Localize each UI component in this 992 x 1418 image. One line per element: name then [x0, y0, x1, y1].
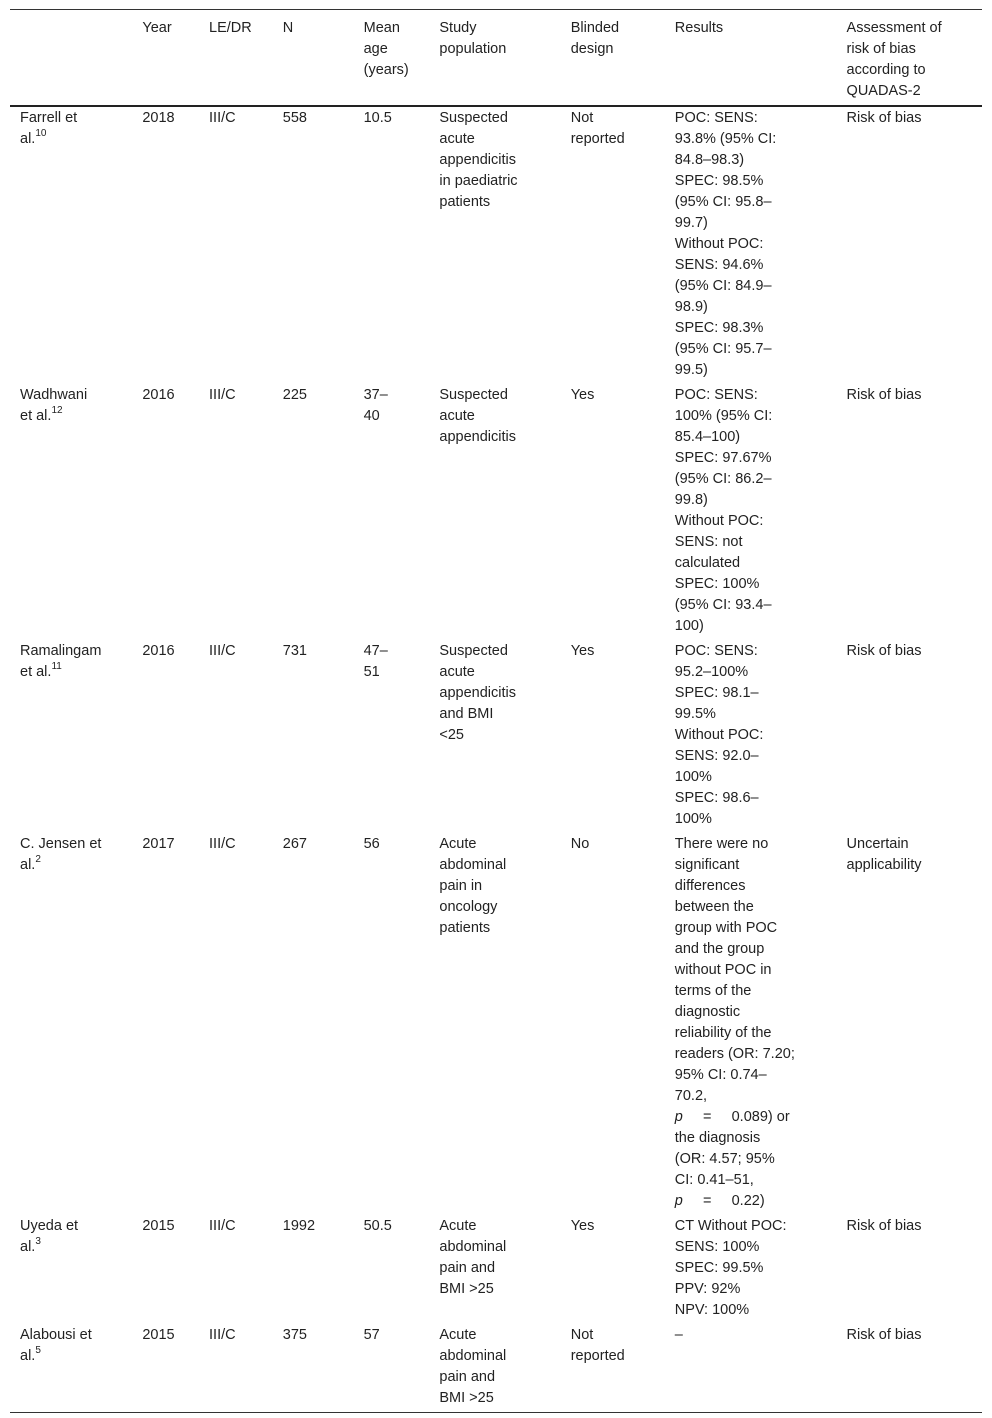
- cell-blinded-design: [571, 106, 675, 384]
- cell-results: [675, 1215, 847, 1324]
- text-line: Yes: [570, 643, 595, 659]
- table-row: [10, 640, 982, 833]
- cell-le-dr: III/C: [209, 836, 236, 852]
- cell-blinded-design: [571, 1324, 675, 1413]
- text-line: NPV: 100%: [674, 1302, 750, 1318]
- text-line: 57: [363, 1327, 380, 1343]
- text-line: pain and: [439, 1260, 496, 1276]
- text-line: POC: SENS:: [674, 387, 758, 403]
- cell-risk-of-bias: [847, 1324, 982, 1413]
- study-author-text: Farrell et: [20, 110, 78, 126]
- text-line: 37–: [363, 387, 388, 403]
- study-author-text: Uyeda et: [20, 1218, 79, 1234]
- text-line: appendicitis: [439, 429, 516, 445]
- table-header-row: [10, 10, 982, 107]
- text-line: <25: [439, 727, 464, 743]
- cell-n: 1992: [282, 1218, 316, 1234]
- cell-study-population: [439, 384, 570, 640]
- cell-year: 2015: [142, 1218, 175, 1234]
- text-line: [20, 1346, 138, 1367]
- text-line: SPEC: 99.5%: [674, 1260, 764, 1276]
- study-author-text: Wadhwani: [20, 387, 88, 403]
- text-line: No: [570, 836, 590, 852]
- text-line: –: [674, 1327, 683, 1343]
- text-line: [20, 641, 138, 662]
- text-line: Yes: [570, 1218, 595, 1234]
- text-line: p = 0.22): [674, 1193, 765, 1209]
- cell-year: 2016: [142, 643, 175, 659]
- text-line: Not: [570, 110, 594, 126]
- text-line: reported: [570, 1348, 625, 1364]
- cell-study-population: [439, 640, 570, 833]
- header-n: N: [282, 20, 294, 36]
- cell-study-population: [439, 106, 570, 384]
- cell-risk-of-bias: [847, 833, 982, 1215]
- text-line: [20, 1325, 138, 1346]
- study-author-text: C. Jensen et: [20, 836, 102, 852]
- text-line: Acute: [439, 836, 477, 852]
- reference-superscript: 12: [51, 405, 63, 417]
- text-line: Acute: [439, 1218, 477, 1234]
- text-line: readers (OR: 7.20;: [674, 1046, 795, 1062]
- text-line: [20, 1237, 138, 1258]
- text-line: in paediatric: [439, 173, 518, 189]
- text-line: [20, 834, 138, 855]
- text-line: applicability: [846, 857, 922, 873]
- cell-n: 225: [282, 387, 307, 403]
- text-line: [20, 406, 138, 427]
- text-line: SENS: 100%: [674, 1239, 760, 1255]
- cell-le-dr: III/C: [209, 387, 236, 403]
- cell-le-dr: III/C: [209, 110, 236, 126]
- text-line: Without POC:: [674, 727, 764, 743]
- text-line: Mean: [363, 20, 400, 36]
- text-line: Acute: [439, 1327, 477, 1343]
- text-line: Uncertain: [846, 836, 909, 852]
- text-line: SPEC: 100%: [674, 576, 760, 592]
- text-line: appendicitis: [439, 152, 516, 168]
- text-line: 70.2,: [674, 1088, 708, 1104]
- cell-blinded-design: [571, 640, 675, 833]
- text-line: SENS: not: [674, 534, 743, 550]
- table-row: [10, 833, 982, 1215]
- cell-n: 558: [282, 110, 307, 126]
- text-line: the diagnosis: [674, 1130, 761, 1146]
- cell-results: [675, 640, 847, 833]
- text-line: Assessment of: [846, 20, 942, 36]
- text-line: Suspected: [439, 110, 508, 126]
- cell-mean-age: [364, 1324, 440, 1413]
- text-line: [20, 662, 138, 683]
- header-results: Results: [674, 20, 724, 36]
- reference-superscript: 3: [35, 1236, 41, 1248]
- cell-le-dr: III/C: [209, 1218, 236, 1234]
- text-line: group with POC: [674, 920, 778, 936]
- text-line: SPEC: 98.1–: [674, 685, 759, 701]
- text-line: [20, 108, 138, 129]
- text-line: 56: [363, 836, 380, 852]
- text-line: Suspected: [439, 387, 508, 403]
- text-line: 95% CI: 0.74–: [674, 1067, 767, 1083]
- text-line: 93.8% (95% CI:: [674, 131, 777, 147]
- text-line: acute: [439, 408, 475, 424]
- text-line: design: [570, 41, 614, 57]
- cell-n: 375: [282, 1327, 307, 1343]
- cell-n: 731: [282, 643, 307, 659]
- header-le-dr: LE/DR: [209, 20, 252, 36]
- text-line: appendicitis: [439, 685, 516, 701]
- text-line: abdominal: [439, 1239, 507, 1255]
- study-author-text: al.: [20, 1348, 36, 1364]
- text-line: (95% CI: 93.4–: [674, 597, 772, 613]
- text-line: (years): [363, 62, 409, 78]
- header-risk-of-bias: [847, 10, 982, 107]
- text-line: QUADAS-2: [846, 83, 921, 99]
- text-line: SENS: 94.6%: [674, 257, 764, 273]
- cell-study-population: [439, 1215, 570, 1324]
- text-line: There were no: [674, 836, 769, 852]
- header-study: [10, 10, 142, 107]
- cell-study: [10, 833, 142, 1215]
- text-line: Risk of bias: [846, 387, 922, 403]
- text-line: risk of bias: [846, 41, 916, 57]
- text-line: differences: [674, 878, 746, 894]
- text-line: 10.5: [363, 110, 392, 126]
- cell-study: [10, 640, 142, 833]
- text-line: abdominal: [439, 857, 507, 873]
- text-line: 51: [363, 664, 380, 680]
- text-line: pain in: [439, 878, 483, 894]
- text-line: significant: [674, 857, 740, 873]
- text-line: (95% CI: 86.2–: [674, 471, 772, 487]
- text-line: SPEC: 98.6–: [674, 790, 759, 806]
- cell-study-population: [439, 1324, 570, 1413]
- text-line: SPEC: 98.5%: [674, 173, 764, 189]
- header-year: Year: [142, 20, 172, 36]
- study-author-text: Ramalingam: [20, 643, 102, 659]
- table-row: [10, 384, 982, 640]
- text-line: POC: SENS:: [674, 643, 758, 659]
- text-line: reported: [570, 131, 625, 147]
- cell-risk-of-bias: [847, 640, 982, 833]
- text-line: SPEC: 98.3%: [674, 320, 764, 336]
- text-line: 47–: [363, 643, 388, 659]
- cell-n: 267: [282, 836, 307, 852]
- cell-year: 2015: [142, 1327, 175, 1343]
- cell-le-dr: III/C: [209, 643, 236, 659]
- cell-blinded-design: [571, 1215, 675, 1324]
- text-line: Blinded: [570, 20, 620, 36]
- cell-blinded-design: [571, 833, 675, 1215]
- reference-superscript: 5: [35, 1345, 41, 1357]
- text-line: SENS: 92.0–: [674, 748, 759, 764]
- text-line: 85.4–100): [674, 429, 741, 445]
- study-author-text: Alabousi et: [20, 1327, 92, 1343]
- cell-year: 2016: [142, 387, 175, 403]
- cell-study: [10, 384, 142, 640]
- text-line: abdominal: [439, 1348, 507, 1364]
- cell-mean-age: [364, 640, 440, 833]
- cell-results: [675, 106, 847, 384]
- text-line: 98.9): [674, 299, 708, 315]
- text-line: POC: SENS:: [674, 110, 758, 126]
- cell-study-population: [439, 833, 570, 1215]
- cell-results: [675, 384, 847, 640]
- reference-superscript: 10: [35, 128, 47, 140]
- text-line: reliability of the: [674, 1025, 772, 1041]
- cell-study: [10, 106, 142, 384]
- cell-mean-age: [364, 833, 440, 1215]
- text-line: oncology: [439, 899, 498, 915]
- text-line: without POC in: [674, 962, 772, 978]
- text-line: 100): [674, 618, 704, 634]
- cell-risk-of-bias: [847, 384, 982, 640]
- cell-year: 2018: [142, 110, 175, 126]
- text-line: 99.8): [674, 492, 708, 508]
- text-line: 84.8–98.3): [674, 152, 745, 168]
- text-line: Not: [570, 1327, 594, 1343]
- cell-risk-of-bias: [847, 1215, 982, 1324]
- cell-risk-of-bias: [847, 106, 982, 384]
- text-line: [20, 1216, 138, 1237]
- header-blinded-design: [571, 10, 675, 107]
- text-line: Risk of bias: [846, 110, 922, 126]
- text-line: diagnostic: [674, 1004, 741, 1020]
- cell-mean-age: [364, 106, 440, 384]
- table-row: [10, 1324, 982, 1413]
- cell-mean-age: [364, 384, 440, 640]
- text-line: Risk of bias: [846, 1218, 922, 1234]
- reference-superscript: 11: [51, 661, 62, 673]
- text-line: 40: [363, 408, 380, 424]
- text-line: CT Without POC:: [674, 1218, 787, 1234]
- text-line: Suspected: [439, 643, 508, 659]
- text-line: Without POC:: [674, 236, 764, 252]
- text-line: terms of the: [674, 983, 752, 999]
- study-author-text: al.: [20, 1239, 36, 1255]
- text-line: SPEC: 97.67%: [674, 450, 772, 466]
- text-line: [20, 129, 138, 150]
- text-line: acute: [439, 131, 475, 147]
- text-line: 99.7): [674, 215, 708, 231]
- text-line: 99.5): [674, 362, 708, 378]
- text-line: patients: [439, 920, 491, 936]
- text-line: p = 0.089) or: [674, 1109, 790, 1125]
- header-mean-age: [364, 10, 440, 107]
- text-line: patients: [439, 194, 491, 210]
- text-line: population: [439, 41, 507, 57]
- text-line: BMI >25: [439, 1390, 494, 1406]
- text-line: 50.5: [363, 1218, 392, 1234]
- studies-table: [10, 9, 982, 1413]
- study-author-text: al.: [20, 131, 36, 147]
- text-line: (95% CI: 95.8–: [674, 194, 772, 210]
- text-line: acute: [439, 664, 475, 680]
- text-line: [20, 855, 138, 876]
- cell-results: [675, 833, 847, 1215]
- text-line: 100%: [674, 811, 712, 827]
- text-line: between the: [674, 899, 754, 915]
- text-line: 95.2–100%: [674, 664, 749, 680]
- cell-year: 2017: [142, 836, 175, 852]
- text-line: (OR: 4.57; 95%: [674, 1151, 775, 1167]
- text-line: calculated: [674, 555, 741, 571]
- text-line: 100% (95% CI:: [674, 408, 773, 424]
- cell-le-dr: III/C: [209, 1327, 236, 1343]
- text-line: Yes: [570, 387, 595, 403]
- text-line: according to: [846, 62, 926, 78]
- table-row: [10, 106, 982, 384]
- text-line: and the group: [674, 941, 765, 957]
- text-line: [20, 385, 138, 406]
- text-line: PPV: 92%: [674, 1281, 741, 1297]
- text-line: (95% CI: 95.7–: [674, 341, 772, 357]
- text-line: Risk of bias: [846, 643, 922, 659]
- study-author-text: al.: [20, 857, 36, 873]
- table-row: [10, 1215, 982, 1324]
- header-study-population: [439, 10, 570, 107]
- cell-results: [675, 1324, 847, 1413]
- reference-superscript: 2: [35, 854, 41, 866]
- cell-blinded-design: [571, 384, 675, 640]
- text-line: pain and: [439, 1369, 496, 1385]
- text-line: Without POC:: [674, 513, 764, 529]
- text-line: and BMI: [439, 706, 494, 722]
- text-line: Study: [439, 20, 477, 36]
- cell-study: [10, 1215, 142, 1324]
- text-line: BMI >25: [439, 1281, 494, 1297]
- text-line: age: [363, 41, 388, 57]
- text-line: 100%: [674, 769, 712, 785]
- text-line: CI: 0.41–51,: [674, 1172, 754, 1188]
- text-line: (95% CI: 84.9–: [674, 278, 772, 294]
- text-line: Risk of bias: [846, 1327, 922, 1343]
- study-author-text: et al.: [20, 408, 52, 424]
- cell-study: [10, 1324, 142, 1413]
- cell-mean-age: [364, 1215, 440, 1324]
- study-author-text: et al.: [20, 664, 52, 680]
- text-line: 99.5%: [674, 706, 716, 722]
